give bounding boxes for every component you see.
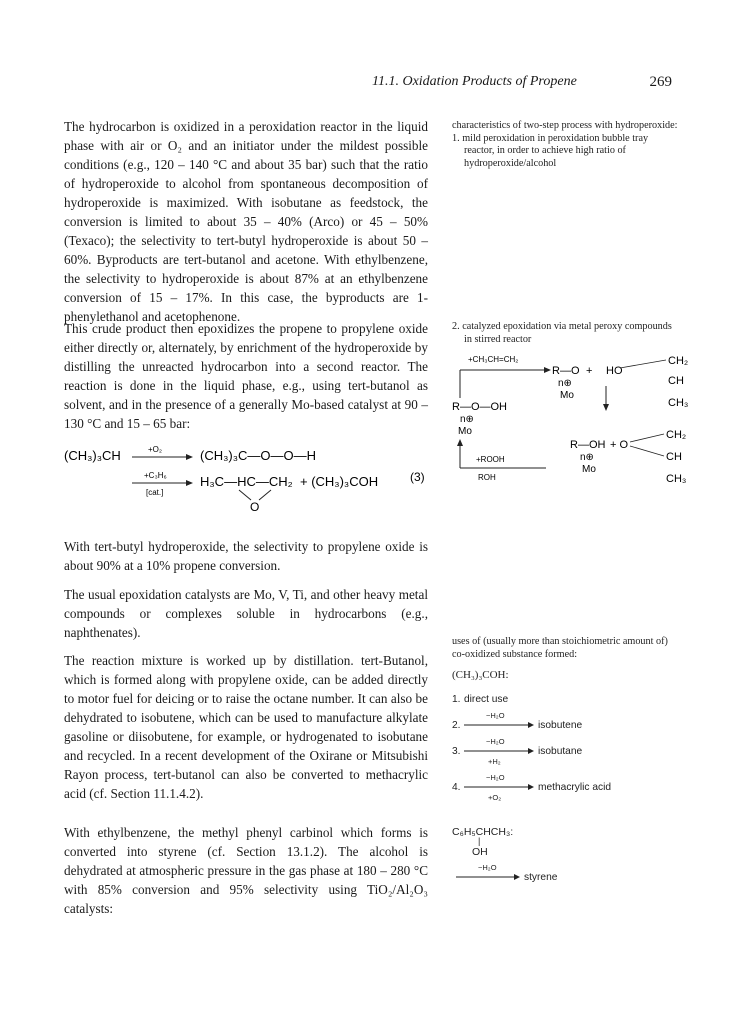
cycle-roh-label: ROH: [478, 473, 496, 482]
styrene-label: styrene: [524, 872, 558, 883]
main-paragraph-5: The reaction mixture is worked up by distillation. tert-Butanol, which is formed along with propylene oxide, can be added directly to motor fuel for deicing or to raise the octane number. It can also be dehydrated to isobutene, which can be used to manufacture alkylate gasoline or diisobutene, for example, or hydrogenated to isobutane and recycled. In a recent development of the Oxirane or Mitsubishi Rayon process, tert-butanol can also be converted to methacrylic acid (cf. Section 11.1.4.2).: [64, 653, 428, 801]
cycle-n-plus-3: n⊕: [580, 452, 594, 463]
styrene-oh-bond: |: [478, 836, 481, 846]
cycle-mo-2: Mo: [458, 426, 472, 437]
cycle-bond-o-ch: [630, 446, 664, 456]
cycle-bond-ho-ch2: [620, 360, 666, 368]
cycle-ch3-2: CH₃: [666, 473, 687, 485]
eq-reactant: (CH₃)₃CH: [64, 448, 121, 463]
eq-number: (3): [410, 470, 425, 484]
side-note-characteristics: [452, 120, 680, 170]
uses-item-2: 2. −H₂O isobutene: [452, 711, 583, 731]
styrene-oh: OH: [472, 846, 488, 858]
eq-epoxide: H₃C—HC—CH₂: [200, 474, 293, 489]
eq-cat-label: [cat.]: [146, 488, 164, 497]
cycle-ch-2: CH: [666, 451, 682, 463]
cycle-down-arrow-head: [603, 404, 609, 411]
styrene-note: [452, 826, 680, 902]
eq-byproduct: + (CH₃)₃COH: [300, 474, 379, 489]
uses-item-3: 3. −H₂O +H₂ isobutane: [452, 737, 583, 766]
uses-list: [452, 692, 680, 810]
cycle-top-arrow-head: [544, 367, 551, 373]
eq-c3h6-label: +C₃H₆: [144, 471, 167, 480]
cycle-ch2-1: CH₂: [668, 355, 688, 367]
cycle-ho: HO: [606, 365, 623, 377]
cycle-propene-label: +CH₃CH=CH₂: [468, 355, 519, 364]
running-header: [372, 74, 672, 90]
cycle-rooh-label: +ROOH: [476, 455, 505, 464]
side-note-title-1: characteristics of two-step process with hydroperoxide:: [452, 120, 678, 131]
side-note-item-2: 2. catalyzed epoxidation via metal peroxy compounds in stirred reactor: [452, 321, 672, 345]
cycle-plus: +: [586, 365, 593, 377]
uses-item-4: 4. −H₂O +O₂ methacrylic acid: [452, 773, 612, 802]
cycle-n-plus-2: n⊕: [460, 414, 474, 425]
catalytic-cycle-diagram: [448, 350, 688, 490]
page-number: 269: [649, 74, 672, 90]
eq-epoxide-bond-right: [259, 490, 271, 500]
uses-arrow-3: [464, 748, 534, 754]
eq-arrow-1-head: [186, 454, 193, 460]
side-note-uses: [452, 636, 680, 682]
cycle-mo-1: Mo: [560, 390, 574, 401]
running-title: 11.1. Oxidation Products of Propene: [372, 74, 577, 89]
side-note-formula-3: (CH₃)₃COH:: [452, 669, 509, 681]
main-paragraph-1: The hydrocarbon is oxidized in a peroxidation reactor in the liquid phase with air or O₂ and an initiator under the mildest possible conditions (e.g., 120 – 140 °C and about 35 bar) such that the ratio of hydroperoxide to alcohol from spontaneous decomposition of hydroperoxide is maximized. With isobutane as feedstock, the conversion is limited to about 35 – 40% (Arco) or 45 – 50% (Texaco); the selectivity to tert-butyl hydroperoxide is about 50 – 60%. Byproducts are tert-butanol and acetone. With ethylbenzene, the selectivity to hydroperoxide is about 87% at an ethylbenzene conversion of 15 – 17%. In this case, the byproducts are 1-phenylethanol and acetophenone.: [64, 119, 428, 324]
cycle-n-plus-1: n⊕: [558, 378, 572, 389]
main-paragraph-6: With ethylbenzene, the methyl phenyl carbinol which forms is converted into styrene (cf. Section 13.1.2). The alcohol is dehydrated at atmospheric pressure in the gas phase at 180 – 280 °C with 85% conversion and 95% selectivity using TiO₂/Al₂O₃ catalysts:: [64, 825, 428, 916]
eq-o2-label: +O₂: [148, 445, 162, 454]
main-paragraph-4: The usual epoxidation catalysts are Mo, V, Ti, and other heavy metal compounds or complexes soluble in hydrocarbons (e.g., naphthenates).: [64, 587, 428, 640]
side-note-epoxidation: [452, 321, 680, 346]
cycle-mo-3: Mo: [582, 464, 596, 475]
cycle-plus-o: + O: [610, 439, 629, 451]
eq-epoxide-oxygen: O: [250, 500, 260, 514]
cycle-ro-group: R—O: [552, 365, 580, 377]
cycle-ch3-1: CH₃: [668, 397, 688, 409]
styrene-h2o: −H₂O: [478, 863, 497, 872]
eq-epoxide-bond-left: [239, 490, 251, 500]
styrene-formula: C₆H₅CHCH₃:: [452, 826, 514, 838]
uses-arrow-4: [464, 784, 534, 790]
cycle-ch-1: CH: [668, 375, 684, 387]
eq-arrow-2-head: [186, 480, 193, 486]
cycle-ch2-2: CH₂: [666, 429, 687, 441]
side-note-item-1: 1. mild peroxidation in peroxidation bubble tray reactor, in order to achieve high ratio of hydroperoxide/alcohol: [452, 132, 649, 169]
eq-product-1: (CH₃)₃C—O—O—H: [200, 448, 317, 463]
equation-3: [64, 440, 428, 520]
styrene-arrow: [456, 874, 520, 880]
cycle-roh-group: R—OH: [570, 439, 606, 451]
cycle-rooh-mo: R—O—OH: [452, 401, 507, 413]
side-note-title-3: uses of (usually more than stoichiometric amount of) co-oxidized substance formed:: [452, 636, 668, 660]
main-paragraph-3: With tert-butyl hydroperoxide, the selectivity to propylene oxide is about 90% at a 10% propene conversion.: [64, 539, 428, 573]
uses-item-1: 1. direct use: [452, 694, 509, 705]
uses-arrow-2: [464, 722, 534, 728]
cycle-bond-o-ch2: [630, 434, 664, 442]
cycle-up-arrow-head: [457, 439, 463, 446]
main-paragraph-2: This crude product then epoxidizes the propene to propylene oxide either directly or, alternately, by enrichment of the hydroperoxide by distilling the unreacted hydrocarbon into a second reactor. The reaction is done in the liquid phase, e.g., using tert-butanol as solvent, and in the presence of a generally Mo-based catalyst at 90 – 130 °C and 15 – 65 bar:: [64, 321, 428, 431]
